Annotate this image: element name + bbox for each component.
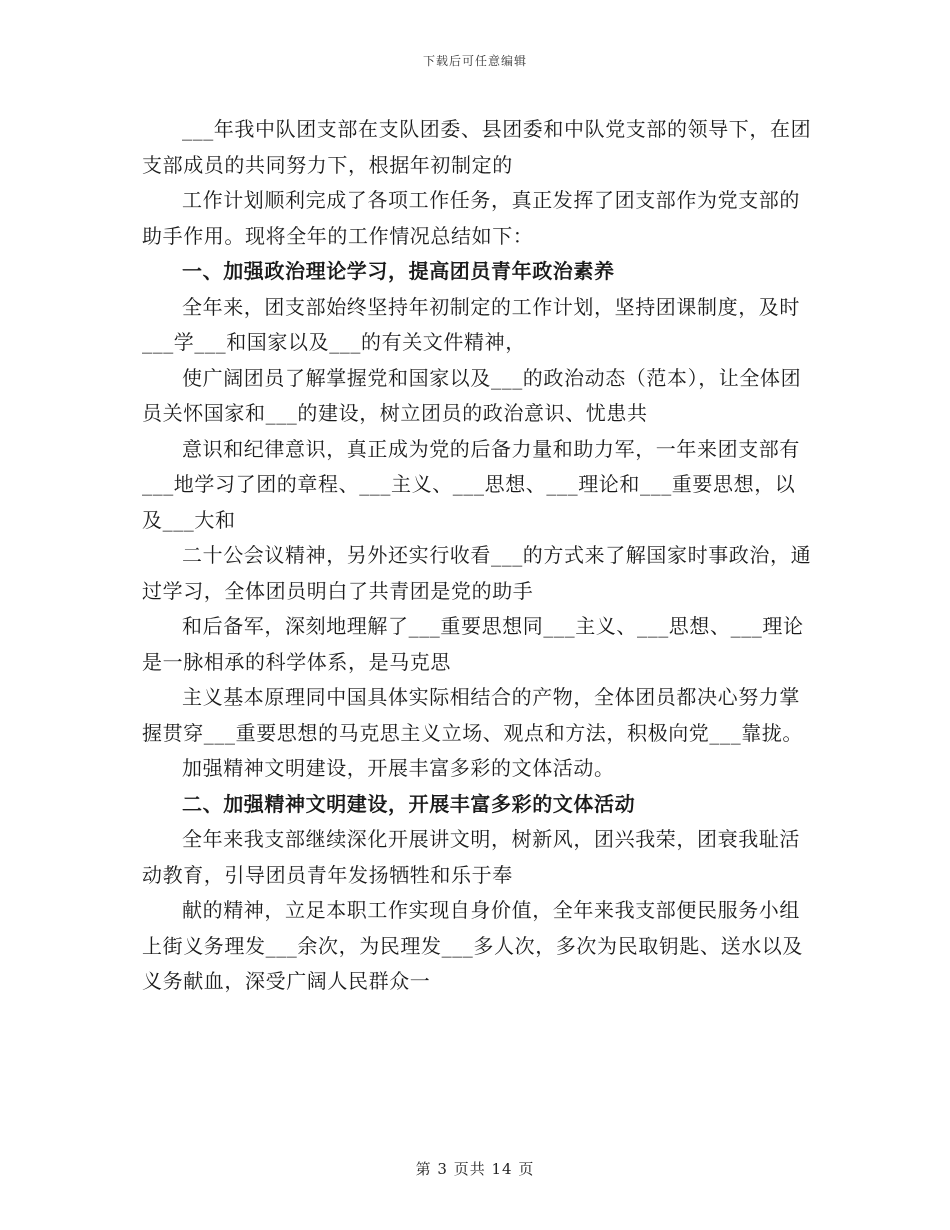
paragraph-4: 使广阔团员了解掌握党和国家以及___的政治动态（范本），让全体团员关怀国家和___的建设，树立团员的政治意识、忧患共 <box>142 365 802 425</box>
paragraph-10: 全年来我支部继续深化开展讲文明，树新风，团兴我荣，团衰我耻活动教育，引导团员青年发扬牺牲和乐于奉 <box>142 827 800 887</box>
paragraph-2: 工作计划顺利完成了各项工作任务，真正发挥了团支部作为党支部的助手作用。现将全年的工作情况总结如下： <box>142 188 800 248</box>
paragraph-7: 和后备军，深刻地理解了___重要思想同___主义、___思想、___理论是一脉相承的科学体系，是马克思 <box>142 614 804 674</box>
document-body <box>142 112 814 1000</box>
page-header: 下载后可任意编辑 <box>422 54 527 68</box>
paragraph-3: 全年来，团支部始终坚持年初制定的工作计划，坚持团课制度，及时___学___和国家以及___的有关文件精神， <box>142 294 800 354</box>
paragraph-6: 二十公会议精神，另外还实行收看___的方式来了解国家时事政治，通过学习，全体团员明白了共青团是党的助手 <box>142 543 812 603</box>
paragraph-11: 献的精神，立足本职工作实现自身价值，全年来我支部便民服务小组上街义务理发___余次，为民理发___多人次，多次为民取钥匙、送水以及义务献血，深受广阔人民群众一 <box>142 898 803 993</box>
page-footer: 第 3 页共 14 页 <box>415 1160 535 1178</box>
paragraph-8: 主义基本原理同中国具体实际相结合的产物，全体团员都决心努力掌握贯穿___重要思想的马克思主义立场、观点和方法，积极向党___靠拢。 <box>142 685 803 745</box>
section-heading-1: 一、加强政治理论学习，提高团员青年政治素养 <box>182 259 615 283</box>
paragraph-9: 加强精神文明建设，开展丰富多彩的文体活动。 <box>182 756 615 780</box>
paragraph-5: 意识和纪律意识，真正成为党的后备力量和助力军，一年来团支部有___地学习了团的章程、___主义、___思想、___理论和___重要思想，以及___大和 <box>142 436 800 532</box>
section-heading-2: 二、加强精神文明建设，开展丰富多彩的文体活动 <box>182 791 636 816</box>
paragraph-1: ___年我中队团支部在支队团委、县团委和中队党支部的领导下，在团支部成员的共同努力下，根据年初制定的 <box>142 117 812 177</box>
